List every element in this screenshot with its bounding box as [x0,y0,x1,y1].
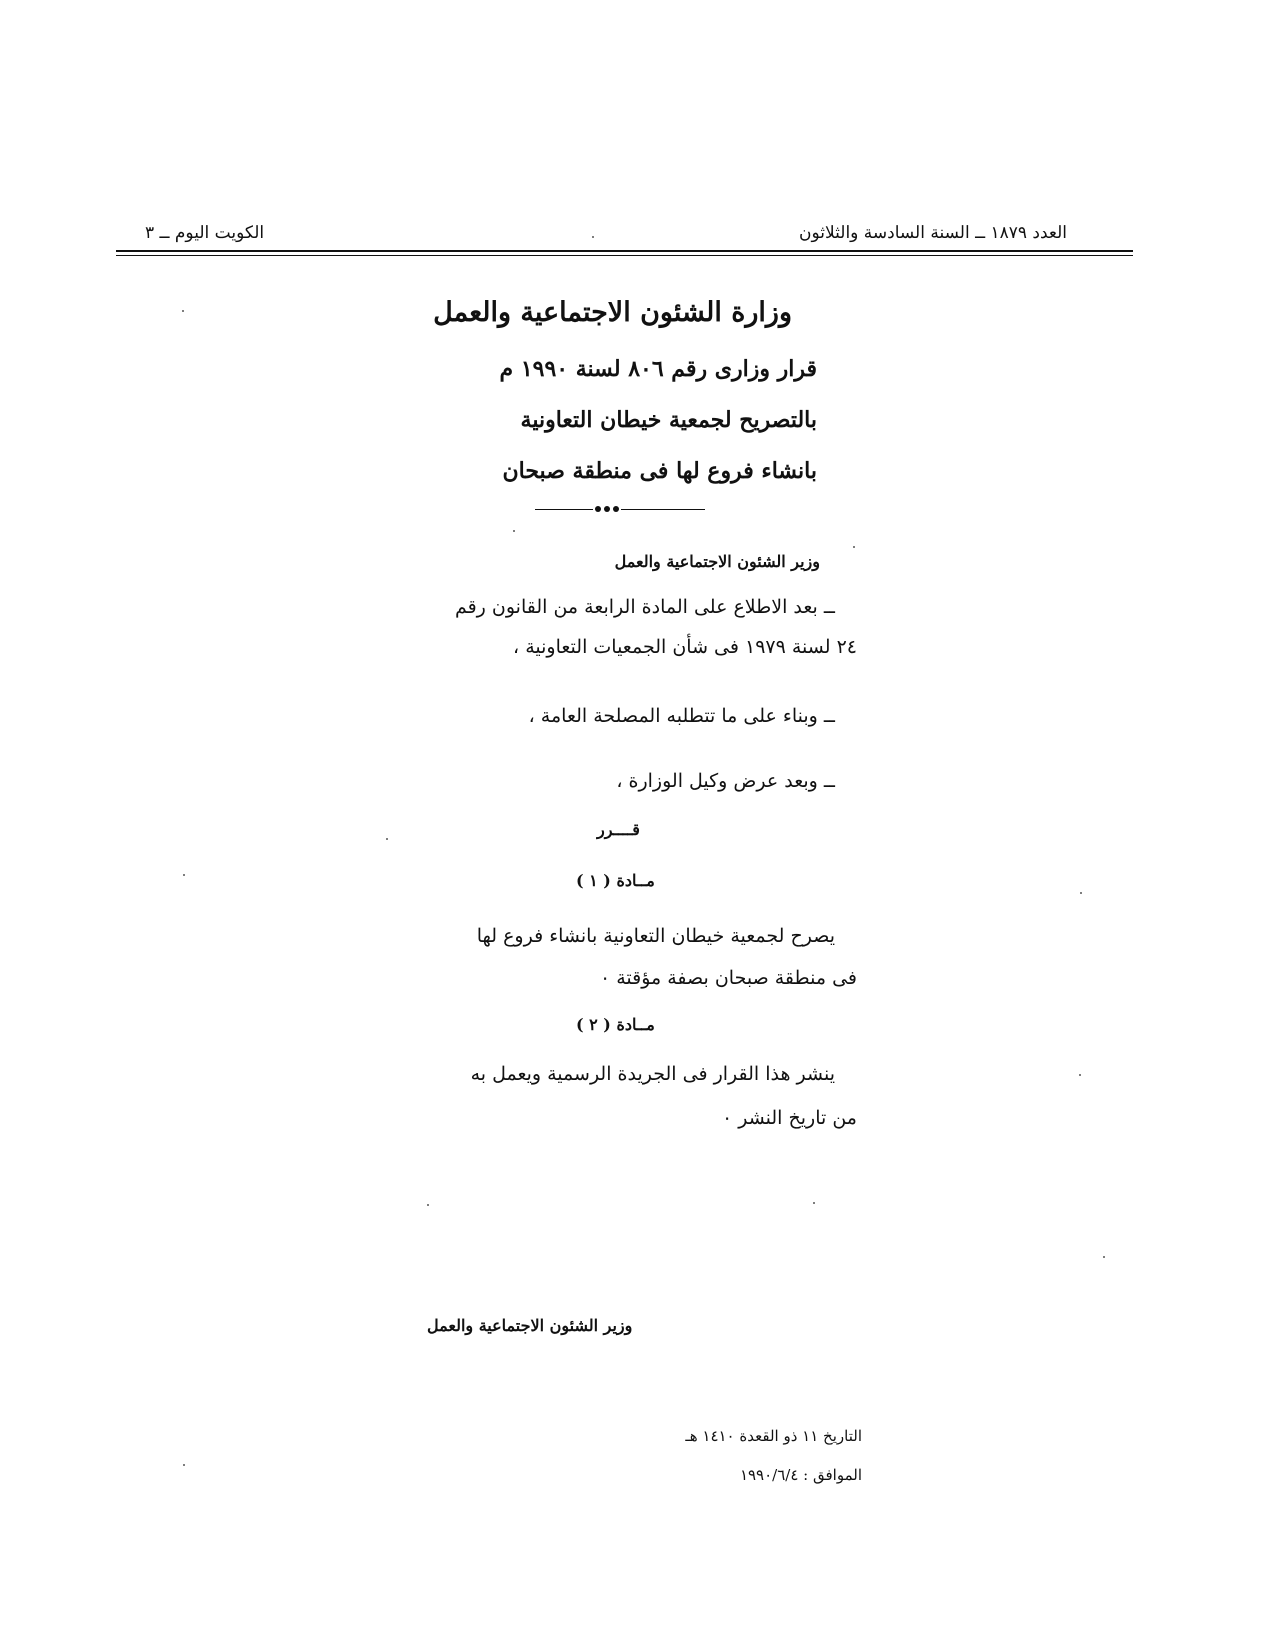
decree-title-line2: بالتصريح لجمعية خيطان التعاونية [520,407,817,433]
preamble-1-line-2: ٢٤ لسنة ١٩٧٩ فى شأن الجمعيات التعاونية ، [513,636,857,658]
scan-speck [183,874,185,876]
article-1-heading: مــادة ( ١ ) [576,871,655,890]
title-ornament-divider [535,505,705,513]
scan-speck [1103,1256,1105,1258]
scan-speck [1079,1074,1081,1076]
scan-speck [853,546,855,548]
article-2-line-2: من تاريخ النشر ٠ [721,1107,857,1129]
scan-speck [386,838,388,840]
article-1-line-2: فى منطقة صبحان بصفة مؤقتة ٠ [599,967,857,989]
preamble-1-line-1: ــ بعد الاطلاع على المادة الرابعة من القانون رقم [454,596,835,618]
scan-speck [427,1204,429,1206]
decree-title-line1: قرار وزارى رقم ٨٠٦ لسنة ١٩٩٠ م [499,356,817,382]
scan-speck [513,530,515,532]
gregorian-date: الموافق : ١٩٩٠/٦/٤ [739,1466,862,1484]
scan-speck [182,310,184,312]
article-1-line-1: يصرح لجمعية خيطان التعاونية بانشاء فروع لها [476,925,835,947]
preamble-2: ــ وبناء على ما تتطلبه المصلحة العامة ، [528,705,835,727]
article-2-heading: مــادة ( ٢ ) [576,1015,655,1034]
publication-header: الكويت اليوم ــ ٣ [145,223,265,243]
preamble-3: ــ وبعد عرض وكيل الوزارة ، [616,770,835,792]
decree-title-line3: بانشاء فروع لها فى منطقة صبحان [502,458,817,484]
decided-heading: قــــرر [597,820,640,839]
header-rule-thick [116,250,1133,252]
scan-speck [592,236,594,238]
header-rule-thin [116,255,1133,256]
minister-heading: وزير الشئون الاجتماعية والعمل [614,552,820,571]
issue-header: العدد ١٨٧٩ ــ السنة السادسة والثلاثون [799,223,1067,243]
scan-speck [183,1464,185,1466]
hijri-date: التاريخ ١١ ذو القعدة ١٤١٠ هـ [685,1427,862,1445]
minister-signature: وزير الشئون الاجتماعية والعمل [427,1316,633,1335]
article-2-line-1: ينشر هذا القرار فى الجريدة الرسمية ويعمل به [470,1063,835,1085]
scan-speck [1080,892,1082,894]
ministry-name: وزارة الشئون الاجتماعية والعمل [433,297,792,328]
scan-speck [813,1202,815,1204]
